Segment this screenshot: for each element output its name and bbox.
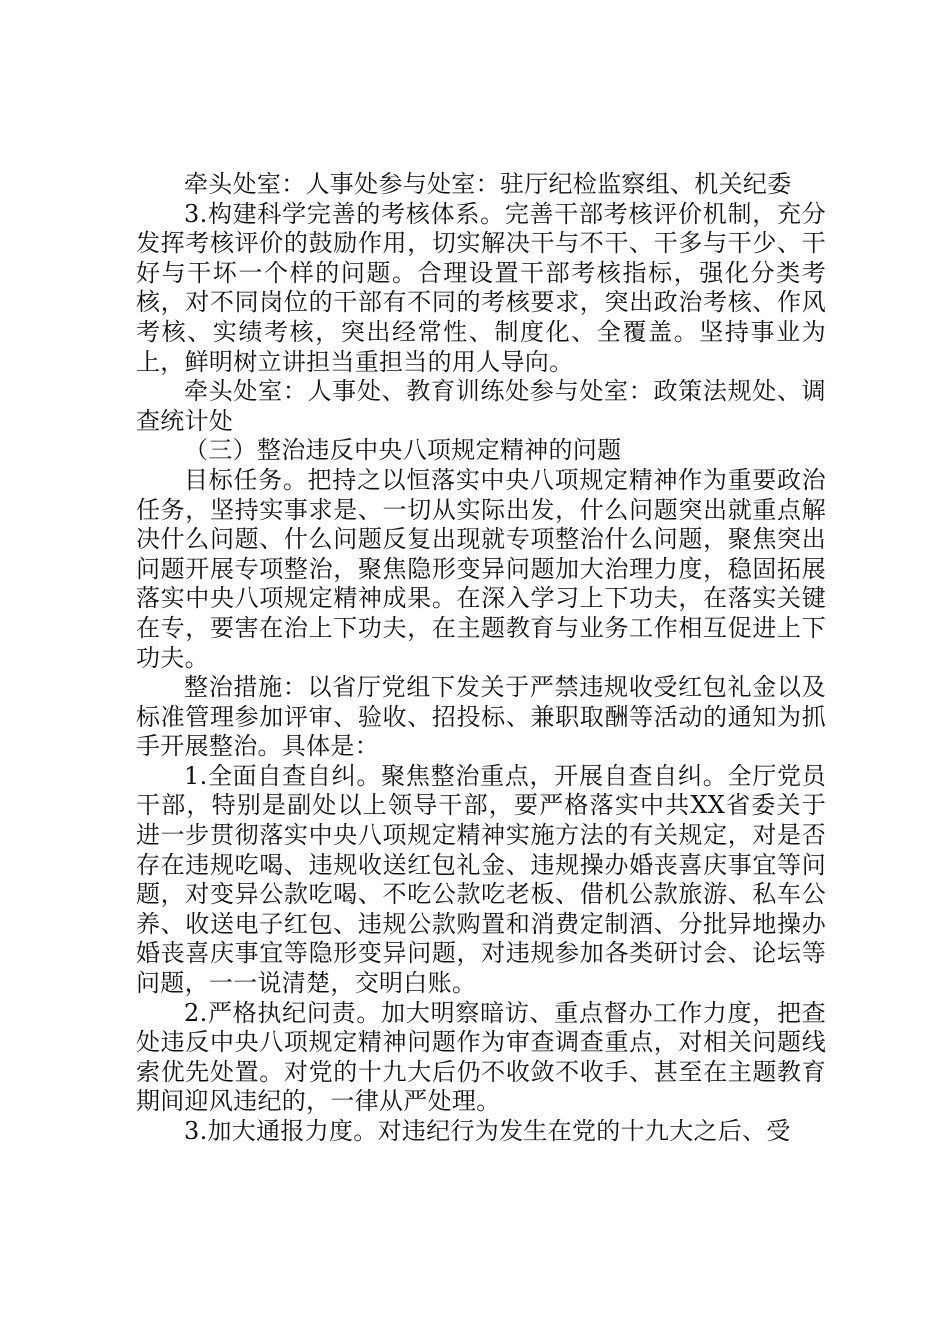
paragraph-notification: 3.加大通报力度。对违纪行为发生在党的十九大之后、受 xyxy=(184,1117,791,1145)
lead-department-line-2: 牵头处室：人事处、教育训练处参与处室：政策法规处、调查统计处 xyxy=(136,377,826,435)
paragraph-objectives: 目标任务。把持之以恒落实中央八项规定精神作为重要政治任务，坚持实事求是、一切从实际出发，什么问题突出就重点解决什么问题、什么问题反复出现就专项整治什么问题，聚焦突出问题开展专项整治，聚焦隐形变异问题加大治理力度，稳固拓展落实中央八项规定精神成果。在深入学习上下功夫，在落实关键在专，要害在治上下功夫，在主题教育与业务工作相互促进上下功夫。 xyxy=(136,465,826,672)
section-heading-three: （三）整治违反中央八项规定精神的问题 xyxy=(184,436,622,465)
lead-department-line-1: 牵头处室：人事处参与处室：驻厅纪检监察组、机关纪委 xyxy=(184,170,792,198)
paragraph-discipline-accountability: 2.严格执纪问责。加大明察暗访、重点督办工作力度，把查处违反中央八项规定精神问题作为审查调查重点，对相关问题线索优先处置。对党的十九大后仍不收敛不收手、甚至在主题教育期间迎风违纪的，一律从严处理。 xyxy=(136,998,826,1116)
paragraph-self-inspection: 1.全面自查自纠。聚焦整治重点，开展自查自纠。全厅党员干部，特别是副处以上领导干部，要严格落实中共XX省委关于进一步贯彻落实中央八项规定精神实施方法的有关规定，对是否存在违规吃喝、违规收送红包礼金、违规操办婚丧喜庆事宜等问题，对变异公款吃喝、不吃公款吃老板、借机公款旅游、私车公养、收送电子红包、违规公款购置和消费定制酒、分批异地操办婚丧喜庆事宜等隐形变异问题，对违规参加各类研讨会、论坛等问题，一一说清楚，交明白账。 xyxy=(136,761,826,998)
paragraph-assessment-system: 3.构建科学完善的考核体系。完善干部考核评价机制，充分发挥考核评价的鼓励作用，切实解决干与不干、干多与干少、干好与干坏一个样的问题。合理设置干部考核指标，强化分类考核，对不同岗位的干部有不同的考核要求，突出政治考核、作风考核、实绩考核，突出经常性、制度化、全覆盖。坚持事业为上，鲜明树立讲担当重担当的用人导向。 xyxy=(136,199,826,376)
document-body xyxy=(136,170,826,1147)
paragraph-rectification-measures: 整治措施：以省厅党组下发关于严禁违规收受红包礼金以及标准管理参加评审、验收、招投标、兼职取酬等活动的通知为抓手开展整治。具体是： xyxy=(136,673,826,761)
